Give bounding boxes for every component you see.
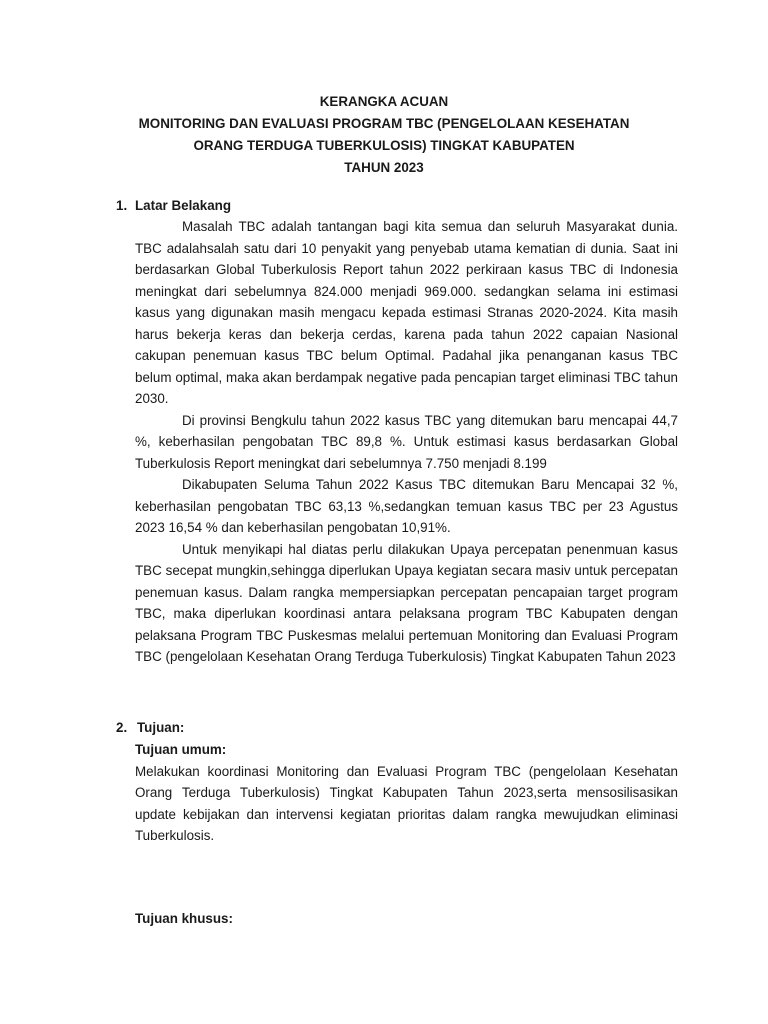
section-2-heading [116,717,184,739]
paragraph-1: Masalah TBC adalah tantangan bagi kita semua dan seluruh Masyarakat dunia. TBC adalahsalah satu dari 10 penyakit yang penyebab utama kematian di dunia. Saat ini berdasarkan Global Tuberkulosis Report tahun 2022 perkiraan kasus TBC di Indonesia meningkat dari sebelumnya 824.000 menjadi 969.000. sedangkan selama ini estimasi kasus yang digunakan masih mengacu kepada estimasi Stranas 2020-2024. Kita masih harus bekerja keras dan bekerja cerdas, karena pada tahun 2022 capaian Nasional cakupan penemuan kasus TBC belum Optimal. Padahal jika penanganan kasus TBC belum optimal, maka akan berdampak negative pada pencapian target eliminasi TBC tahun 2030. [135,219,678,406]
paragraph-4: Untuk menyikapi hal diatas perlu dilakukan Upaya percepatan penenmuan kasus TBC secepat mungkin,sehingga diperlukan Upaya kegiatan secara masiv untuk percepatan penemuan kasus. Dalam rangka mempersiapkan percepatan pencapaian target program TBC, maka diperlukan koordinasi antara pelaksana program TBC Kabupaten dengan pelaksana Program TBC Puskesmas melalui pertemuan Monitoring dan Evaluasi Program TBC (pengelolaan Kesehatan Orang Terduga Tuberkulosis) Tingkat Kabupaten Tahun 2023 [135,541,678,664]
title-line-4: TAHUN 2023 [344,160,424,175]
document-title [0,91,768,179]
tujuan-umum-heading: Tujuan umum: [135,742,227,757]
section-1-body [135,216,678,668]
paragraph-2: Di provinsi Bengkulu tahun 2022 kasus TBC yang ditemukan baru mencapai 44,7 %, keberhasilan pengobatan TBC 89,8 %. Untuk estimasi kasus berdasarkan Global Tuberkulosis Report meningkat dari sebelumnya 7.750 menjadi 8.199 [135,412,678,471]
tujuan-khusus-block [135,908,678,930]
tujuan-khusus-heading: Tujuan khusus: [135,911,233,926]
section-2-number: 2. [116,720,128,735]
paragraph-3: Dikabupaten Seluma Tahun 2022 Kasus TBC ditemukan Baru Mencapai 32 %, keberhasilan pengobatan TBC 63,13 %,sedangkan temuan kasus TBC per 23 Agustus 2023 16,54 % dan keberhasilan pengobatan 10,91%. [135,477,678,535]
title-line-3: ORANG TERDUGA TUBERKULOSIS) TINGKAT KABUPATEN [193,138,575,153]
section-2-title: Tujuan: [137,720,185,735]
title-line-1: KERANGKA ACUAN [319,94,449,109]
section-1-number: 1. [116,198,128,213]
section-2-body [135,739,678,847]
section-1-heading [116,195,231,217]
section-1-title: Latar Belakang [135,198,232,213]
tujuan-umum-text: Melakukan koordinasi Monitoring dan Evaluasi Program TBC (pengelolaan Kesehatan Orang Terduga Tuberkulosis) Tingkat Kabupaten Tahun 2023,serta mensosilisasikan update kebijakan dan intervensi kegiatan prioritas dalam rangka mewujudkan eliminasi Tuberkulosis. [135,763,678,843]
title-line-2: MONITORING DAN EVALUASI PROGRAM TBC (PENGELOLAAN KESEHATAN [138,116,630,131]
